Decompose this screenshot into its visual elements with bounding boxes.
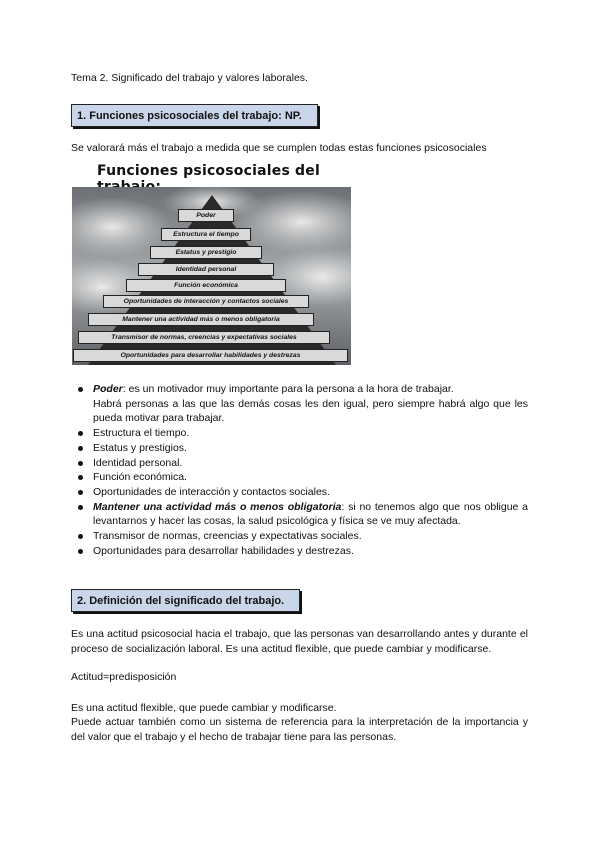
poder-text: : es un motivador muy importante para la persona a la hora de trabajar. [122,383,454,395]
section-2-heading: 2. Definición del significado del trabajo. [71,589,300,612]
functions-bullet-list [78,382,528,558]
item-text: Oportunidades para desarrollar habilidades y destrezas. [93,544,354,557]
term-mantener: Mantener una actividad más o menos obligatoria [93,500,342,513]
pyramid-step-estatus: Estatus y prestigio [150,246,262,259]
bullet-icon [78,490,83,495]
list-item-continuation [78,397,528,426]
item-text: Oportunidades de interacción y contactos sociales. [93,485,330,498]
pyramid-step-estructura: Estructura el tiempo [161,228,251,241]
bullet-icon [78,534,83,539]
mantener-text: : si no tenemos algo que nos obligue a levantarnos y hacer las cosas, la salud psicológica y física se ve muy afectada. [93,500,528,528]
section-2-paragraph-3: Puede actuar también como un sistema de referencia para la interpretación de la importancia y del valor que el trabajo y el hecho de trabajar tiene para las personas. [71,716,528,743]
section-1-heading: 1. Funciones psicosociales del trabajo: NP. [71,104,318,127]
list-item [78,382,528,397]
pyramid-step-poder: Poder [178,209,234,222]
figure-title: Funciones psicosociales del [97,163,320,179]
bullet-icon [78,505,83,510]
item-text: Función económica. [93,471,187,484]
pyramid-step-funcion: Función económica [126,279,286,292]
bullet-icon [78,387,83,392]
list-item [78,500,528,529]
list-item [78,441,528,456]
section-2-paragraph-2: Es una actitud flexible, que puede cambiar y modificarse. [71,702,337,714]
pyramid-step-oportunidades-interaccion: Oportunidades de interacción y contactos sociales [103,295,309,308]
pyramid-step-identidad: Identidad personal [138,263,274,276]
bullet-icon [78,475,83,480]
bullet-icon [78,549,83,554]
poder-continuation: Habrá personas a las que las demás cosas les den igual, pero siempre habrá algo que les pueda motivar para trabajar. [93,397,528,425]
bullet-icon [78,431,83,436]
list-item [78,544,528,559]
list-item [78,426,528,441]
section-1-intro: Se valorará más el trabajo a medida que se cumplen todas estas funciones psicosociales [71,142,487,154]
pyramid-step-transmisor: Transmisor de normas, creencias y expectativas sociales [78,331,330,344]
item-text: Identidad personal. [93,456,183,469]
bullet-icon [78,461,83,466]
section-2-actitud-line: Actitud=predisposición [71,671,177,683]
pyramid-figure [72,159,351,367]
list-item [78,470,528,485]
term-poder: Poder [93,383,123,395]
list-item [78,529,528,544]
document-title: Tema 2. Significado del trabajo y valores laborales. [71,72,308,84]
item-text: Estructura el tiempo. [93,427,190,440]
list-item [78,456,528,471]
bullet-icon [78,446,83,451]
section-2-paragraph-1: Es una actitud psicosocial hacia el trabajo, que las personas van desarrollando antes y durante el proceso de socialización laboral. Es una actitud flexible, que puede cambiar y modificarse. [71,628,528,655]
item-text: Transmisor de normas, creencias y expectativas sociales. [93,530,362,543]
item-text: Estatus y prestigios. [93,441,187,454]
list-item [78,485,528,500]
pyramid-step-habilidades: Oportunidades para desarrollar habilidades y destrezas [73,349,348,362]
pyramid-step-mantener: Mantener una actividad más o menos obligatoria [88,313,314,326]
